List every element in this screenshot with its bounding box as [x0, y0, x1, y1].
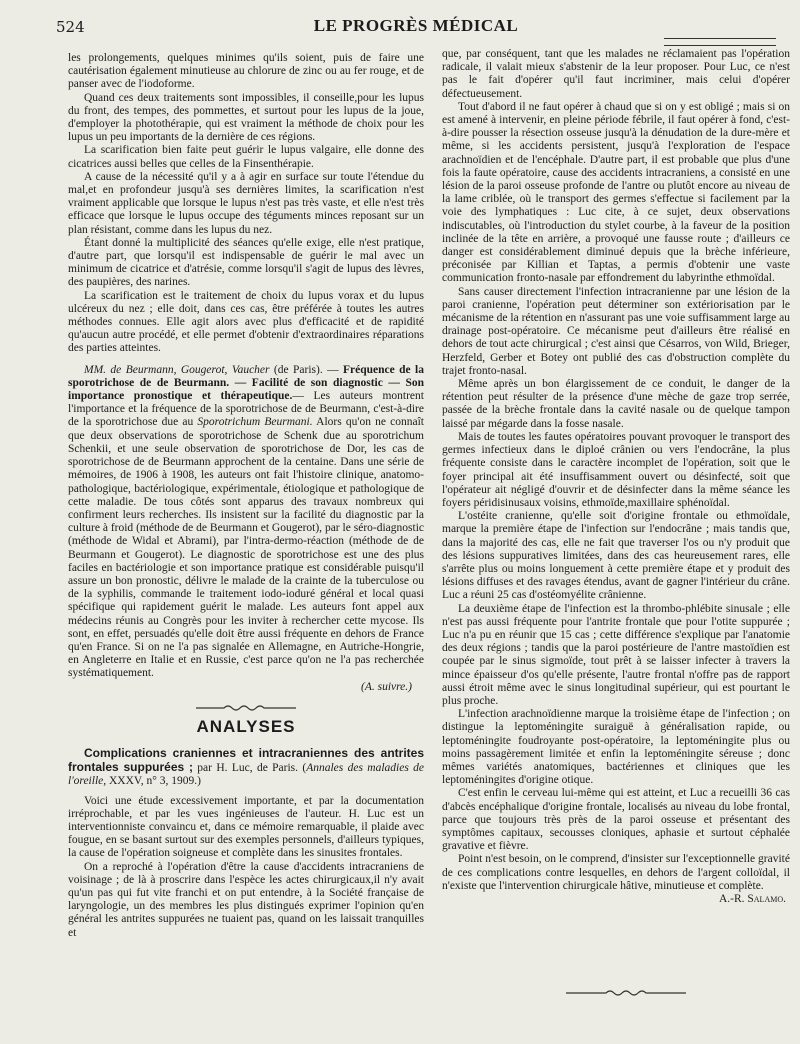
author-signature: A.-R. Salamo.	[718, 893, 786, 905]
abstract-species: Sporotrichum Beurmani.	[197, 416, 313, 429]
article-reference-b: XXXV, n° 3, 1909.)	[106, 775, 201, 788]
paragraph: C'est enfin le cerveau lui-même qui est atteint, et Luc a recueilli 36 cas d'abcès encéphalique d'origine frontale, localisés au niveau du lobe frontal, parce que toujours très près de la paroi osseuse et présentant des symptômes capitaux, secousses cloniques, aphasie et surtout céphalée gravative et fièvre.	[442, 787, 790, 853]
paragraph: Voici une étude excessivement importante, et par la documentation irréprochable, et par les vues ingénieuses de l'auteur. H. Luc est un interventionniste convaincu et, dans ce mémoire remarquable, il plaide avec fougue, en se basant surtout sur des exemples personnels, d'ailleurs typiques, la cause de l'opération soigneuse et complète dans les sinusites frontales.	[68, 794, 424, 860]
abstract-place: (de Paris). —	[269, 363, 344, 376]
end-ornament	[566, 989, 686, 995]
congress-abstract	[68, 364, 424, 694]
paragraph: Quand ces deux traitements sont impossibles, il conseille,pour les lupus du front, des tempes, des pommettes, et surtout pour les lupus de la joue, d'employer la photothérapie, qui est vraiment la méthode de choix pour les lupus un peu importants de la dernière de ces régions.	[68, 91, 424, 144]
journal-title: LE PROGRÈS MÉDICAL	[313, 16, 519, 35]
to-be-continued: (A. suivre.)	[361, 680, 412, 693]
paragraph: On a reproché à l'opération d'être la cause d'accidents intracraniens de voisinage ; de là à proscrire dans l'espèce les actes chirurgicaux,il n'y avait qu'un pas qui fut vite franchi et on put entendre, à la Société française de laryngologie, un des membres les plus distingués exprimer l'opinion qu'en général les antrites suppurées ne tuaient pas, quand on les laissait tranquilles et	[68, 860, 424, 939]
header-ornament-rule	[664, 38, 776, 46]
paragraph: Même après un bon élargissement de ce conduit, le danger de la rétention peut résulter de la présence d'une mèche de gaze trop serrée, passée de la brèche frontale dans la cavité nasale ou de quelque tampon laissé par mégarde dans la fosse nasale.	[442, 378, 790, 430]
paragraph: les prolongements, quelques minimes qu'ils soient, puis de faire une cautérisation également minutieuse au chlorure de zinc ou au fer rouge, et de panser avec de l'iodoforme.	[68, 52, 424, 91]
paragraph: Sans causer directement l'infection intracranienne par une lésion de la paroi cranienne, l'opération peut déterminer son extériorisation par le mécanisme de la rétention en n'assurant pas une voie suffisamment large au drainage post-opératoire. Ce mécanisme peut d'ailleurs être réalisé en dehors de tout acte chirurgical ; c'est ainsi que Césarros, von Wild, Brieger, Herzfeld, Gerber et Botey ont publié des cas d'obstruction complète du trajet fronto-nasal.	[442, 285, 790, 377]
left-column	[68, 52, 424, 940]
abstract-text-b: Alors qu'on ne connaît que deux observations de sporotrichose de Schenk due au sporotrichum Schenkii, et une seule observation de sporotrichose de Dor, les cas de sporotrichose de de Beurmann approchent de la centaine. Dans une série de mémoires, de 1906 à 1908, les auteurs ont fait l'histoire clinique, anatomo-pathologique, bactériologique, expérimentale, étiologique et pathologique de cette maladie. De tous côtés sont apparus des travaux nombreux qui confirment leurs recherches. Ils insistent sur la facilité du diagnostic par la culture à froid (méthode de de Beurmann et Gougerot), par le séro-diagnostic (méthode de Widal et Abrami), par l'intra-dermo-réaction (méthode de de Beurmann et Gougerot). Le diagnostic de sporotrichose est une des plus faciles en bactériologie et son importance pratique est considérable puisqu'il assure un bon pronostic, délivre le malade de la crainte de la tuberculose ou de la syphilis, commande le traitement iodo-ioduré général et local quasi spécifique qui rapidement guérit le malade. Les auteurs font appel aux médecins réunis au Congrès pour les inviter à rechercher cette mycose. Ils sont, en effet, persuadés qu'elle doit être aussi fréquente en dehors de France qu'en France. Si on ne l'a pas signalée en Allemagne, en Autriche-Hongrie, en Angleterre en Italie et en Russie, c'est parce qu'on ne l'a pas recherchée systématiquement.	[68, 416, 424, 680]
section-title: ANALYSES	[196, 716, 296, 736]
paragraph: que, par conséquent, tant que les malades ne réclamaient pas l'opération radicale, il valait mieux s'abstenir de la leur proposer. Pour Luc, ce n'est pas le fait d'opérer qu'il faut incriminer, mais celui d'opérer défectueusement.	[442, 48, 790, 100]
paragraph: Tout d'abord il ne faut opérer à chaud que si on y est obligé ; mais si on est amené à intervenir, en pleine période fébrile, il faut opérer à fond, c'est-à-dire pousser la résection osseuse jusqu'à la dénudation de la dure-mère et même, si les accidents persistent, jusqu'à l'exploration de l'espace arachnoïdien et de l'encéphale. D'autre part, il est probable que plus d'une fois la faute opératoire, cause des accidents intracraniens, a consisté en une lésion de la paroi osseuse profonde de l'antre ou plutôt encore au niveau de la lame criblée, où le transport des germes s'effectue si facilement par la voie des lymphatiques : Luc cite, à ce sujet, deux observations indiscutables, où l'introduction du stylet courbe, à la faveur de la position inclinée de la tête en arrière, a provoqué une fausse route ; d'ailleurs ce danger est considérablement diminué depuis que la brèche inférieure, préconisée par Killian et Taptas, a permis d'obtenir une vaste communication fronto-nasale par effondrement du labyrinthe ethmoïdal.	[442, 100, 790, 285]
paragraph: Point n'est besoin, on le comprend, d'insister sur l'exceptionnelle gravité de ces complications contre lesquelles, en dehors de l'argent colloïdal, il n'existe que l'intervention chirurgicale hâtive, minutieuse et complète.	[442, 853, 790, 892]
page-header	[56, 14, 776, 38]
paragraph: L'ostéite cranienne, qu'elle soit d'origine frontale ou ethmoïdale, marque la première étape de l'infection sur l'endocrâne ; mais tandis que, dans la majorité des cas, elle ne fait que traverser l'os ou n'y produit que des lésions suppuratives limitées, dans des cas heureusement rares, elle s'arrête plus ou moins longuement à cette première étape et y produit des lésions diffuses et des ravages étendus, avant de gagner l'intérieur du crâne. Luc a réuni 25 cas d'ostéomyélite crânienne.	[442, 510, 790, 602]
article-reference-a: par H. Luc, de Paris. (	[192, 762, 307, 775]
paragraph: La scarification est le traitement de choix du lupus vorax et du lupus ulcéreux du nez ; elle doit, dans ces cas, être préférée à toutes les autres méthodes connues. Elle agit alors avec plus d'efficacité et de rapidité qu'aucun autre procédé, et elle permet d'obtenir d'extraordinaires réparations des parties atteintes.	[68, 289, 424, 355]
abstract-title: Fréquence de la sporotrichose de de Beurmann. — Facilité de son diagnostic — Son importance pronostique et thérapeutique.	[68, 363, 425, 403]
section-divider	[68, 704, 424, 712]
paragraph: La scarification bien faite peut guérir le lupus valgaire, elle donne des cicatrices aussi belles que celles de la Finsenthérapie.	[68, 144, 424, 170]
paragraph: Mais de toutes les fautes opératoires pouvant provoquer le transport des germes infectieux dans le diploé crânien ou vers l'endocrâne, la plus fréquente consiste dans le caractère incomplet de l'opération, soit que le foyer principal ait été insuffisamment ouvert ou désinfecté, soit que l'opérateur ait négligé d'ouvrir et de désinfecter dans la même séance les foyers péridisinusaux voisins, ethmoïde,maxillaire sphénoïdal.	[442, 430, 790, 509]
right-column	[442, 48, 790, 906]
article-title: Complications craniennes et intracraniennes des antrites frontales suppurées ;	[68, 745, 424, 775]
paragraph: L'infection arachnoïdienne marque la troisième étape de l'infection ; on distingue la leptoméningite suraiguë à généralisation rapide, ou leptoméningite foudroyante post-opératoire, la leptoméningite plus ou moins passagèrement limitée et enfin la leptoméningite séreuse ; donc mêmes variétés anatomiques, bactériennes et cliniques que les leptoméningites d'origine otique.	[442, 708, 790, 787]
paragraph: La deuxième étape de l'infection est la thrombo-phlébite sinusale ; elle n'est pas aussi fréquente pour l'antrite frontale que pour l'otite suppurée ; Luc n'a pu en réunir que 15 cas ; cette différence s'explique par l'anatomie des deux régions ; tandis que la paroi postérieure de l'antre mastoïdien est coupée par le sinus sigmoïde, tout prêt à se laisser infecter à travers la mince épaisseur d'os qu'elle présente, l'autre frontal n'offre pas de rapport aussi étroit même avec le sinus longitudinal supérieur, qui est pourtant le plus proche.	[442, 602, 790, 707]
page-number: 524	[56, 18, 85, 36]
article-reference-journal: Annales des maladies de l'oreille,	[68, 762, 424, 788]
abstract-authors: MM. de Beurmann, Gougerot, Vaucher	[84, 363, 270, 376]
abstract-text-a: — Les auteurs montrent l'importance et la fréquence de la sporotrichose de de Beurmann, c'est-à-dire de la sporotrichose due au	[68, 390, 424, 429]
paragraph: A cause de la nécessité qu'il y a à agir en surface sur toute l'étendue du mal,et en profondeur jusqu'à ses dernières limites, la scarification n'est vraiment applicable que lorsque le lupus n'est pas très vaste, et elle n'est très efficace que lorsque le lupus occupe des téguments minces reposant sur un plan résistant, comme dans les lupus du nez.	[68, 170, 424, 236]
paragraph: Étant donné la multiplicité des séances qu'elle exige, elle n'est pratique, d'autre part, que lorsqu'il est indispensable de guérir le mal avec un minimum de cicatrice et d'atrésie, comme lorsqu'il s'agit de lupus des lèvres, des paupières, des narines.	[68, 236, 424, 289]
article-heading	[68, 747, 424, 789]
